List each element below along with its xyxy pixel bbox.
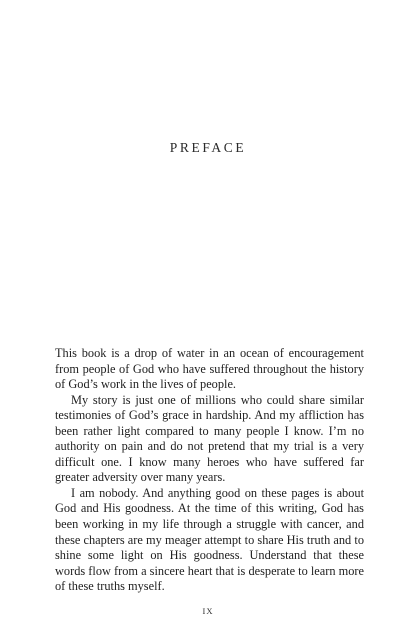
paragraph-2: My story is just one of millions who could share similar testimonies of God’s grace in hardship. And my affliction has been rather light compared to many people I know. I’m no authority on pain and do not pretend that my trial is a very difficult one. I know many heroes who have suffered far greater adversity over many years. bbox=[55, 392, 364, 485]
paragraph-3: I am nobody. And anything good on these pages is about God and His goodness. At the time of this writing, God has been working in my life through a struggle with cancer, and these chapters are my meager attempt to share His truth and to shine some light on His goodness. Understand that these words flow from a sincere heart that is desperate to learn more of these truths myself. bbox=[55, 485, 364, 594]
chapter-title: PREFACE bbox=[169, 140, 247, 155]
page-number: IX bbox=[202, 606, 214, 616]
paragraph-1: This book is a drop of water in an ocean of encouragement from people of God who have suffered throughout the history of God’s work in the lives of people. bbox=[55, 346, 364, 392]
preface-body bbox=[55, 346, 364, 595]
